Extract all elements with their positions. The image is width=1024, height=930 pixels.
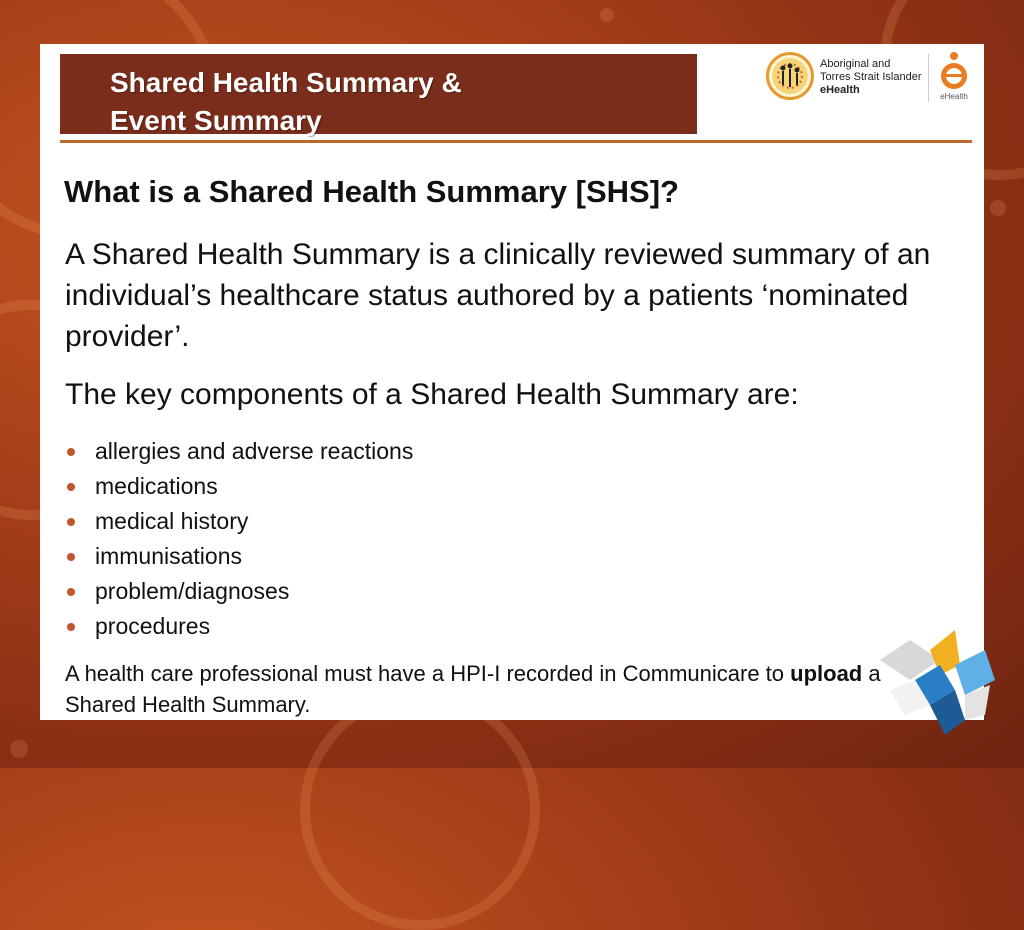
- list-item-text: medications: [95, 473, 218, 499]
- list-item-text: problem/diagnoses: [95, 578, 290, 604]
- components-intro: The key components of a Shared Health Summary are:: [65, 378, 799, 411]
- corner-brand-mark-icon: [860, 620, 1010, 750]
- definition-text: A Shared Health Summary is a clinically reviewed summary of an individual’s healthcare status authored by a patients ‘nominated provider’.: [65, 238, 931, 353]
- list-item-text: allergies and adverse reactions: [95, 438, 414, 464]
- background-dot: [10, 740, 28, 758]
- list-item: [65, 434, 413, 469]
- org-line-1: Aboriginal and: [820, 58, 891, 70]
- bullet-icon: [67, 448, 75, 456]
- note-text-end: a Shared Health Summary.: [65, 661, 881, 717]
- list-item-text: medical history: [95, 508, 249, 534]
- list-item-text: procedures: [95, 613, 211, 639]
- slide-title: [110, 64, 462, 140]
- list-item: [65, 469, 413, 504]
- ehealth-logo-icon: [939, 50, 969, 94]
- list-item: [65, 504, 413, 539]
- logo-separator: [928, 54, 929, 102]
- list-item: [65, 574, 413, 609]
- title-line-2: Event Summary: [110, 105, 322, 136]
- components-list: [65, 434, 413, 644]
- aboriginal-ehealth-logo-icon: [766, 52, 814, 100]
- list-item: [65, 609, 413, 644]
- title-divider: [60, 140, 972, 143]
- note-text-start: A health care professional must have a HPI-I recorded in Communicare to: [65, 661, 791, 686]
- note-bold-upload: upload: [790, 661, 863, 686]
- org-line-3: eHealth: [820, 84, 860, 96]
- title-line-1: Shared Health Summary &: [110, 67, 462, 98]
- title-bar: [60, 54, 697, 134]
- bullet-icon: [67, 518, 75, 526]
- hpi-i-note: [65, 658, 925, 720]
- bullet-icon: [67, 623, 75, 631]
- background-dot: [990, 200, 1006, 216]
- list-item: [65, 539, 413, 574]
- bullet-icon: [67, 588, 75, 596]
- ehealth-logo-label: eHealth: [940, 92, 968, 101]
- section-heading: What is a Shared Health Summary [SHS]?: [64, 174, 679, 209]
- bullet-icon: [67, 553, 75, 561]
- bullet-icon: [67, 483, 75, 491]
- background-dot: [600, 8, 614, 22]
- org-logo-text: [820, 58, 930, 97]
- org-line-2: Torres Strait Islander: [820, 71, 922, 83]
- slide-card: [40, 44, 984, 720]
- list-item-text: immunisations: [95, 543, 242, 569]
- background-swirl: [300, 690, 540, 930]
